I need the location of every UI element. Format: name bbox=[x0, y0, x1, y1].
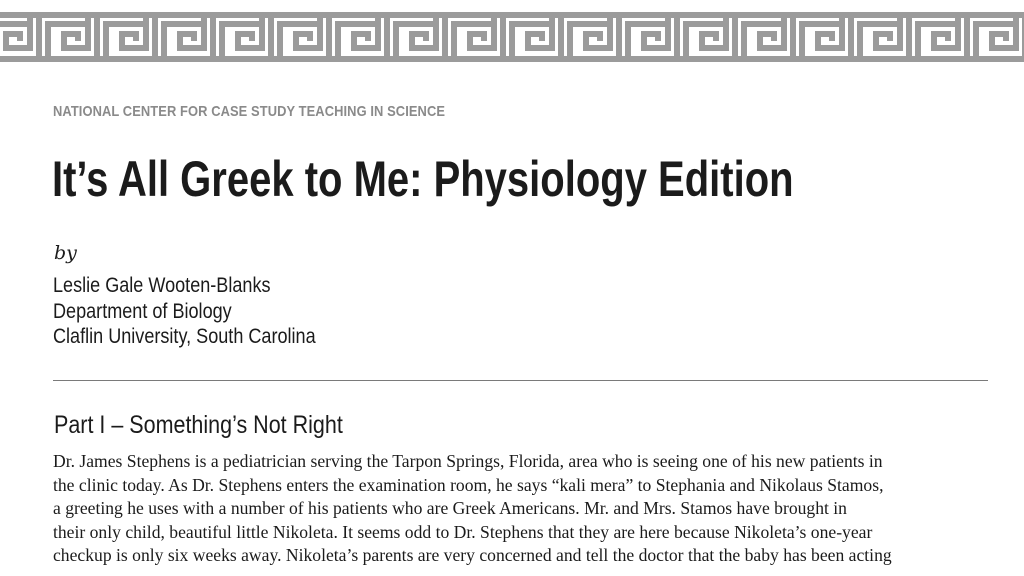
body-paragraph bbox=[53, 450, 988, 568]
key-bar bbox=[790, 18, 796, 56]
key-motif bbox=[396, 18, 436, 56]
key-bar bbox=[210, 18, 216, 56]
part-heading: Part I – Something’s Not Right bbox=[54, 411, 343, 439]
body-line: checkup is only six weeks away. Nikoleta’s parents are very concerned and tell the doctor that the baby has been acting bbox=[53, 545, 892, 565]
key-bar bbox=[964, 18, 970, 56]
key-motif bbox=[976, 18, 1016, 56]
greek-key-pattern-icon bbox=[0, 12, 1024, 62]
key-bar bbox=[616, 18, 622, 56]
page-title: It’s All Greek to Me: Physiology Edition bbox=[52, 151, 794, 207]
key-bar bbox=[558, 18, 564, 56]
key-motif bbox=[744, 18, 784, 56]
series-label: NATIONAL CENTER FOR CASE STUDY TEACHING IN SCIENCE bbox=[53, 103, 446, 120]
key-bar bbox=[732, 18, 738, 56]
body-line: Dr. James Stephens is a pediatrician serving the Tarpon Springs, Florida, area who is seeing one of his new patients in bbox=[53, 451, 883, 471]
author-block bbox=[53, 273, 358, 350]
byline-by: by bbox=[54, 242, 77, 264]
key-bar bbox=[500, 18, 506, 56]
key-motif bbox=[570, 18, 610, 56]
author-department: Department of Biology bbox=[53, 299, 232, 323]
key-motif bbox=[454, 18, 494, 56]
key-border-bottom bbox=[0, 56, 1024, 62]
key-motif bbox=[222, 18, 262, 56]
key-bar bbox=[36, 18, 42, 56]
author-institution: Claflin University, South Carolina bbox=[53, 325, 316, 348]
key-motif bbox=[802, 18, 842, 56]
key-motif bbox=[164, 18, 204, 56]
key-bar bbox=[94, 18, 100, 56]
key-motif bbox=[338, 18, 378, 56]
greek-key-border bbox=[0, 12, 1024, 62]
key-motif bbox=[48, 18, 88, 56]
body-line: a greeting he uses with a number of his patients who are Greek Americans. Mr. and Mrs. Stamos have brought in bbox=[53, 498, 847, 518]
key-bar bbox=[268, 18, 274, 56]
key-motif bbox=[860, 18, 900, 56]
body-line: their only child, beautiful little Nikoleta. It seems odd to Dr. Stephens that they are here because Nikoleta’s one-year bbox=[53, 521, 873, 542]
key-motif bbox=[280, 18, 320, 56]
key-motif bbox=[512, 18, 552, 56]
section-divider bbox=[53, 380, 988, 381]
key-motif bbox=[686, 18, 726, 56]
key-motif bbox=[628, 18, 668, 56]
key-bar bbox=[848, 18, 854, 56]
key-bar bbox=[906, 18, 912, 56]
author-name: Leslie Gale Wooten-Blanks bbox=[53, 274, 271, 297]
key-bar bbox=[674, 18, 680, 56]
key-motif bbox=[918, 18, 958, 56]
key-bar bbox=[442, 18, 448, 56]
key-border-top bbox=[0, 12, 1024, 18]
key-motif bbox=[0, 18, 30, 56]
key-motif bbox=[106, 18, 146, 56]
key-bar bbox=[326, 18, 332, 56]
key-bar bbox=[384, 18, 390, 56]
body-line: the clinic today. As Dr. Stephens enters the examination room, he says “kali mera” to Stephania and Nikolaus Stamos, bbox=[53, 474, 884, 495]
key-bar bbox=[152, 18, 158, 56]
